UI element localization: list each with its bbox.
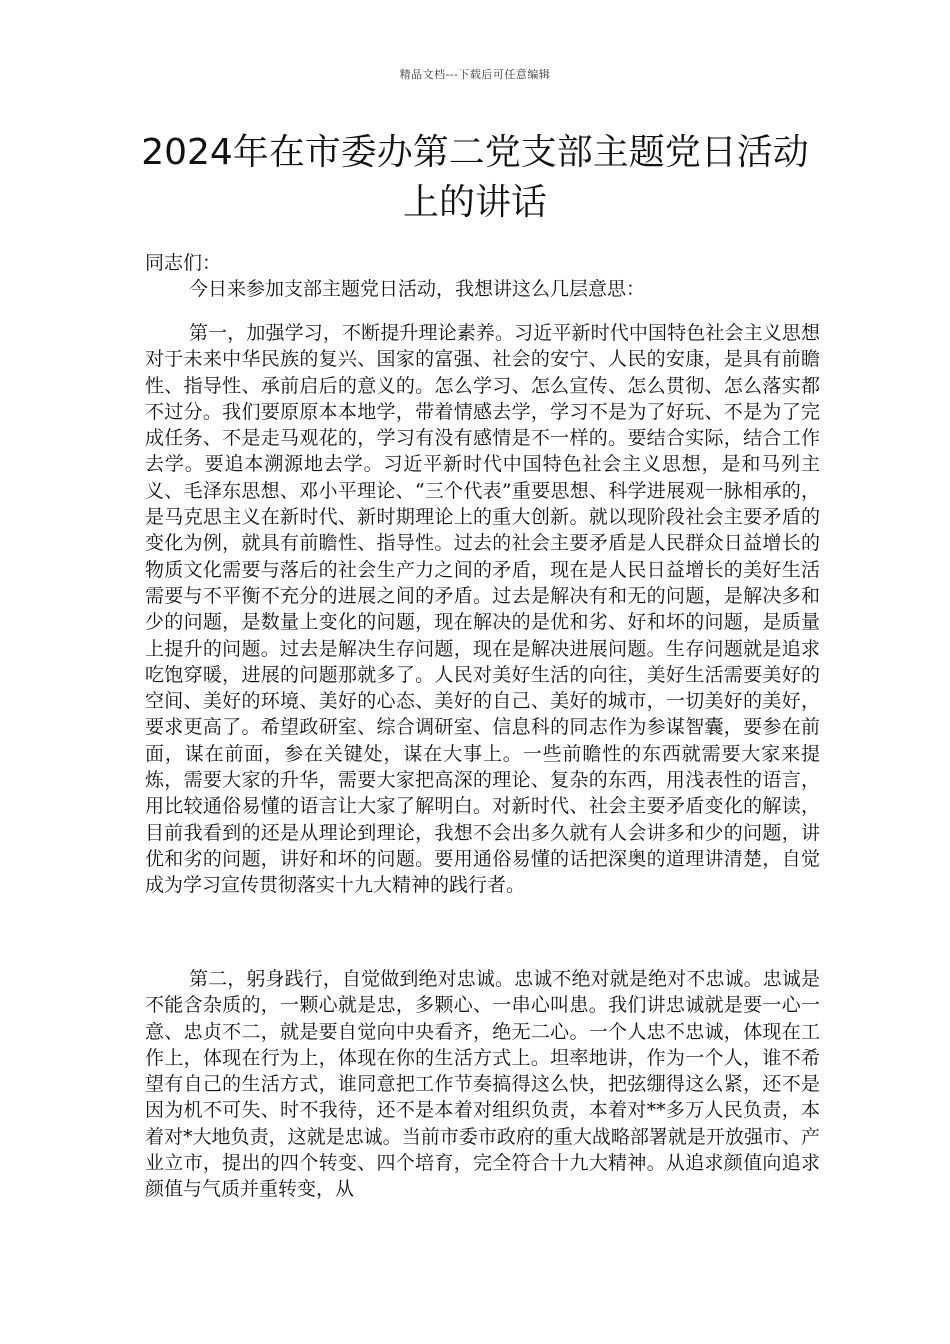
page-header-watermark: 精品文档---下载后可任意编辑 (399, 68, 551, 81)
intro-paragraph: 今日来参加支部主题党日活动，我想讲这么几层意思： (189, 278, 646, 300)
salutation: 同志们： (145, 252, 222, 274)
body-paragraph-1: 第一，加强学习，不断提升理论素养。习近平新时代中国特色社会主义思想对于未来中华民族的复兴、国家的富强、社会的安宁、人民的安康，是具有前瞻性、指导性、承前启后的意义的。怎么学习、怎么宣传、怎么贯彻、怎么落实都不过分。我们要原原本本地学，带着情感去学，学习不是为了好玩、不是为了完成任务、不是走马观花的，学习有没有感情是不一样的。要结合实际，结合工作去学。要追本溯源地去学。习近平新时代中国特色社会主义思想，是和马列主义、毛泽东思想、邓小平理论、“三个代表”重要思想、科学进展观一脉相承的，是马克思主义在新时代、新时期理论上的重大创新。就以现阶段社会主要矛盾的变化为例，就具有前瞻性、指导性。过去的社会主要矛盾是人民群众日益增长的物质文化需要与落后的社会生产力之间的矛盾，现在是人民日益增长的美好生活需要与不平衡不充分的进展之间的矛盾。过去是解决有和无的问题，是解决多和少的问题，是数量上变化的问题，现在解决的是优和劣、好和坏的问题，是质量上提升的问题。过去是解决生存问题，现在是解决进展问题。生存问题就是追求吃饱穿暖，进展的问题那就多了。人民对美好生活的向往，美好生活需要美好的空间、美好的环境、美好的心态、美好的自己、美好的城市，一切美好的美好，要求更高了。希望政研室、综合调研室、信息科的同志作为参谋智囊，要参在前面，谋在前面，参在关键处，谋在大事上。一些前瞻性的东西就需要大家来提炼，需要大家的升华，需要大家把高深的理论、复杂的东西，用浅表性的语言，用比较通俗易懂的语言让大家了解明白。对新时代、社会主要矛盾变化的解读，目前我看到的还是从理论到理论，我想不会出多久就有人会讲多和少的问题，讲优和劣的问题，讲好和坏的问题。要用通俗易懂的话把深奥的道理讲清楚，自觉成为学习宣传贯彻落实十九大精神的践行者。 (145, 322, 820, 897)
body-paragraph-2: 第二，躬身践行，自觉做到绝对忠诚。忠诚不绝对就是绝对不忠诚。忠诚是不能含杂质的，一颗心就是忠，多颗心、一串心叫患。我们讲忠诚就是要一心一意、忠贞不二，就是要自觉向中央看齐，绝无二心。一个人忠不忠诚，体现在工作上，体现在行为上，体现在你的生活方式上。坦率地讲，作为一个人，谁不希望有自己的生活方式，谁同意把工作节奏搞得这么快，把弦绷得这么紧，还不是因为机不可失、时不我待，还不是本着对组织负责，本着对**多万人民负责，本着对*大地负责，这就是忠诚。当前市委市政府的重大战略部署就是开放强市、产业立市，提出的四个转变、四个培育，完全符合十九大精神。从追求颜值向追求颜值与气质并重转变，从 (145, 968, 820, 1201)
document-title: 2024年在市委办第二党支部主题党日活动上的讲话 (141, 132, 809, 223)
